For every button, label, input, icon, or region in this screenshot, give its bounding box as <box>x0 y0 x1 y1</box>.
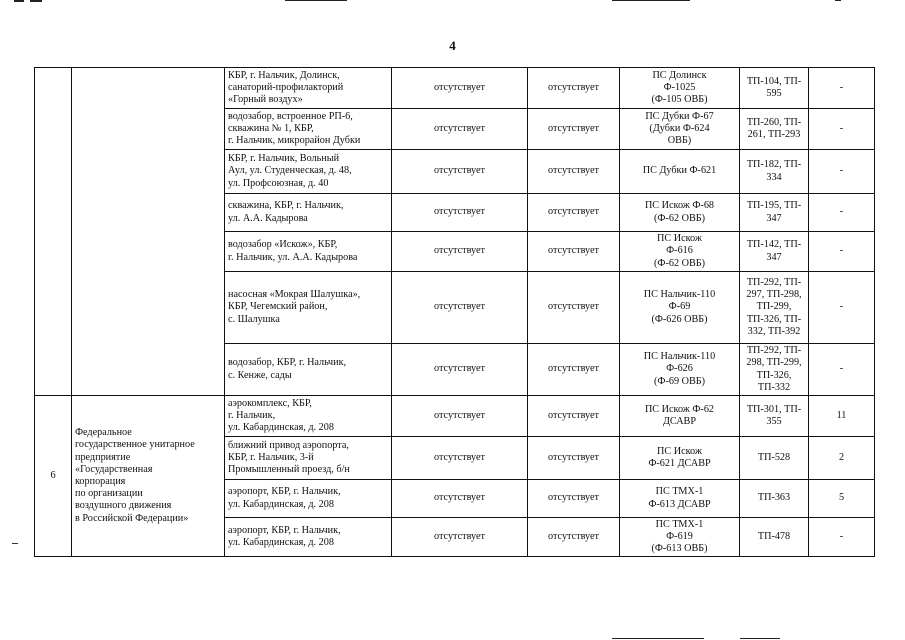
substation-cell-line: (Ф-626 ОВБ) <box>651 313 708 325</box>
substation-cell-line: (Ф-62 ОВБ) <box>654 212 705 224</box>
address-cell-line: КБР, Чегемский район, <box>228 301 328 313</box>
transformer-cell-line: ТП-301, ТП- <box>746 403 802 415</box>
transformer-cell <box>740 437 809 480</box>
substation-cell-line: ПС ТМХ-1 <box>655 518 704 530</box>
scan-artifact <box>30 0 42 2</box>
address-cell-line: водозабор «Искож», КБР, <box>228 239 338 251</box>
address-cell-line: ул. Кабардинская, д. 208 <box>228 537 334 548</box>
transformer-cell-line: ТП-363 <box>757 492 791 504</box>
substation-cell <box>620 150 740 194</box>
address-cell-line: ул. Кабардинская, д. 208 <box>228 422 334 434</box>
status-cell: отсутствует <box>528 150 620 194</box>
organization-cell-line: корпорация <box>75 476 126 487</box>
substation-cell <box>620 232 740 272</box>
address-cell-line: водозабор, КБР, г. Нальчик, <box>228 357 347 369</box>
status-cell: отсутствует <box>528 518 620 557</box>
organization-cell-line: Федеральное <box>75 427 132 439</box>
address-cell-line: Промышленный проезд, б/н <box>228 464 350 476</box>
address-cell <box>225 109 392 150</box>
organization-cell-line: в Российской Федерации» <box>75 512 189 524</box>
count-cell: - <box>809 518 875 557</box>
status-cell: отсутствует <box>528 68 620 109</box>
substation-cell-line: Ф-69 <box>668 301 691 313</box>
transformer-cell-line: ТП-326, <box>756 369 792 381</box>
transformer-cell-line: ТП-478 <box>757 530 791 542</box>
count-cell: - <box>809 109 875 150</box>
transformer-cell <box>740 68 809 109</box>
scan-artifact <box>835 0 841 1</box>
row-number-cell <box>35 68 72 396</box>
address-cell-line: с. Шалушка <box>228 313 280 325</box>
row-number-cell: 6 <box>35 396 72 557</box>
substation-cell <box>620 437 740 480</box>
status-cell: отсутствует <box>392 194 528 232</box>
status-cell: отсутствует <box>528 480 620 518</box>
status-cell: отсутствует <box>392 396 528 437</box>
transformer-cell <box>740 232 809 272</box>
transformer-cell-line: 355 <box>766 416 782 427</box>
substation-cell <box>620 396 740 437</box>
substation-cell <box>620 480 740 518</box>
substation-cell <box>620 194 740 232</box>
address-cell-line: водозабор, встроенное РП-6, <box>228 110 353 122</box>
status-cell: отсутствует <box>392 480 528 518</box>
transformer-cell <box>740 396 809 437</box>
count-cell: - <box>809 194 875 232</box>
address-cell-line: ул. А.А. Кадырова <box>228 212 308 224</box>
organization-cell-line: по организации <box>75 488 143 500</box>
address-cell-line: скважина, КБР, г. Нальчик, <box>228 200 344 212</box>
substation-cell-line: ПС Искож Ф-62 <box>644 403 715 415</box>
substation-cell-line: (Ф-69 ОВБ) <box>654 375 705 387</box>
transformer-cell-line: ТП-195, ТП- <box>746 200 802 212</box>
address-cell-line: аэропорт, КБР, г. Нальчик, <box>228 486 341 498</box>
scan-artifact <box>14 0 24 2</box>
address-cell <box>225 518 392 557</box>
transformer-cell-line: ТП-299, <box>756 301 792 313</box>
scan-artifact <box>740 638 780 639</box>
status-cell: отсутствует <box>392 272 528 344</box>
substation-cell-line: Ф-1025 <box>663 81 696 93</box>
status-cell: отсутствует <box>392 232 528 272</box>
document-table <box>34 67 875 557</box>
transformer-cell-line: 347 <box>766 212 782 224</box>
transformer-cell <box>740 480 809 518</box>
substation-cell-line: ОВБ) <box>667 135 692 147</box>
transformer-cell-line: ТП-528 <box>757 451 791 463</box>
status-cell: отсутствует <box>528 232 620 272</box>
address-cell-line: КБР, г. Нальчик, Вольный <box>228 153 340 165</box>
substation-cell-line: ПС Искож Ф-68 <box>644 200 715 212</box>
transformer-cell-line: ТП-292, ТП- <box>746 276 802 288</box>
status-cell: отсутствует <box>392 68 528 109</box>
status-cell: отсутствует <box>528 272 620 344</box>
transformer-cell-line: ТП-260, ТП- <box>746 116 802 128</box>
organization-cell <box>72 396 225 557</box>
substation-cell <box>620 109 740 150</box>
address-cell-line: КБР, г. Нальчик, 3-й <box>228 451 314 463</box>
status-cell: отсутствует <box>392 518 528 557</box>
scan-artifact <box>12 543 18 544</box>
transformer-cell <box>740 150 809 194</box>
status-cell: отсутствует <box>528 437 620 480</box>
substation-cell-line: (Ф-105 ОВБ) <box>651 94 708 106</box>
organization-cell-line: государственное унитарное <box>75 439 195 451</box>
transformer-cell-line: 334 <box>766 171 782 183</box>
table-row <box>35 68 875 109</box>
transformer-cell <box>740 518 809 557</box>
organization-cell <box>72 68 225 396</box>
address-cell-line: ближний привод аэропорта, <box>228 439 349 451</box>
substation-cell-line: Ф-626 <box>666 363 693 375</box>
transformer-cell <box>740 109 809 150</box>
count-cell: 2 <box>809 437 875 480</box>
status-cell: отсутствует <box>528 396 620 437</box>
count-cell: - <box>809 272 875 344</box>
status-cell: отсутствует <box>528 109 620 150</box>
count-cell: 5 <box>809 480 875 518</box>
substation-cell-line: Ф-613 ДСАВР <box>648 498 711 510</box>
page-number: 4 <box>449 38 456 53</box>
address-cell <box>225 150 392 194</box>
address-cell-line: Аул, ул. Студенческая, д. 48, <box>228 165 352 177</box>
substation-cell-line: Ф-619 <box>666 530 693 542</box>
address-cell-line: г. Нальчик, ул. А.А. Кадырова <box>228 251 358 263</box>
address-cell-line: г. Нальчик, <box>228 409 276 421</box>
substation-cell <box>620 68 740 109</box>
status-cell: отсутствует <box>392 150 528 194</box>
address-cell <box>225 272 392 344</box>
transformer-cell-line: ТП-182, ТП- <box>746 159 802 171</box>
address-cell-line: аэропорт, КБР, г. Нальчик, <box>228 524 341 536</box>
transformer-cell <box>740 272 809 344</box>
status-cell: отсутствует <box>392 437 528 480</box>
substation-cell-line: ПС Дубки Ф-67 <box>645 110 714 122</box>
address-cell-line: г. Нальчик, микрорайон Дубки <box>228 135 361 147</box>
table-row <box>35 396 875 437</box>
substation-cell <box>620 518 740 557</box>
transformer-cell-line: ТП-326, ТП- <box>746 313 802 325</box>
address-cell <box>225 68 392 109</box>
transformer-cell-line: ТП-142, ТП- <box>746 239 802 251</box>
count-cell: - <box>809 232 875 272</box>
transformer-cell-line: 297, ТП-298, <box>746 289 802 301</box>
substation-cell <box>620 272 740 344</box>
address-cell-line: ул. Профсоюзная, д. 40 <box>228 177 329 189</box>
substation-cell-line: (Дубки Ф-624 <box>649 122 710 134</box>
transformer-cell <box>740 344 809 396</box>
address-cell-line: насосная «Мокрая Шалушка», <box>228 289 361 301</box>
transformer-cell-line: ТП-292, ТП- <box>746 345 802 357</box>
substation-cell-line: ПС Искож <box>657 445 702 457</box>
address-cell <box>225 480 392 518</box>
address-cell <box>225 437 392 480</box>
organization-cell-line: воздушного движения <box>75 500 172 512</box>
transformer-cell-line: ТП-332 <box>757 381 791 393</box>
scan-artifact <box>285 0 347 1</box>
address-cell <box>225 232 392 272</box>
status-cell: отсутствует <box>528 194 620 232</box>
address-cell-line: скважина № 1, КБР, <box>228 122 314 134</box>
address-cell <box>225 396 392 437</box>
address-cell <box>225 194 392 232</box>
address-cell-line: аэрокомплекс, КБР, <box>228 397 312 409</box>
organization-cell-line: предприятие <box>75 451 131 463</box>
address-cell <box>225 344 392 396</box>
transformer-cell-line: 298, ТП-299, <box>746 357 802 369</box>
count-cell: - <box>809 150 875 194</box>
transformer-cell-line: 332, ТП-392 <box>747 325 801 337</box>
substation-cell-line: ПС Нальчик-110 <box>643 289 716 301</box>
substation-cell-line: (Ф-613 ОВБ) <box>651 543 708 555</box>
scan-artifact <box>612 0 690 1</box>
substation-cell <box>620 344 740 396</box>
substation-cell-line: Ф-621 ДСАВР <box>648 458 711 469</box>
substation-cell-line: (Ф-62 ОВБ) <box>654 257 705 269</box>
scan-artifact <box>612 638 704 639</box>
transformer-cell-line: 347 <box>766 251 782 263</box>
address-cell-line: КБР, г. Нальчик, Долинск, <box>228 69 340 81</box>
transformer-cell-line: 261, ТП-293 <box>747 129 801 140</box>
status-cell: отсутствует <box>392 109 528 150</box>
address-cell-line: ул. Кабардинская, д. 208 <box>228 498 334 510</box>
count-cell: - <box>809 68 875 109</box>
substation-cell-line: Ф-616 <box>666 245 693 257</box>
count-cell: - <box>809 344 875 396</box>
address-cell-line: «Горный воздух» <box>228 94 303 106</box>
substation-cell-line: ПС Искож <box>657 233 702 245</box>
address-cell-line: с. Кенже, сады <box>228 369 292 381</box>
status-cell: отсутствует <box>392 344 528 396</box>
transformer-cell-line: 595 <box>766 88 782 99</box>
substation-cell-line: ПС Долинск <box>652 69 707 81</box>
organization-cell-line: «Государственная <box>75 463 153 475</box>
substation-cell-line: ПС ТМХ-1 <box>655 486 704 498</box>
substation-cell-line: ДСАВР <box>662 416 697 427</box>
substation-cell-line: ПС Дубки Ф-621 <box>642 165 717 177</box>
address-cell-line: санаторий-профилакторий <box>228 81 344 93</box>
transformer-cell <box>740 194 809 232</box>
substation-cell-line: ПС Нальчик-110 <box>643 351 716 363</box>
count-cell: 11 <box>809 396 875 437</box>
status-cell: отсутствует <box>528 344 620 396</box>
transformer-cell-line: ТП-104, ТП- <box>746 75 802 87</box>
